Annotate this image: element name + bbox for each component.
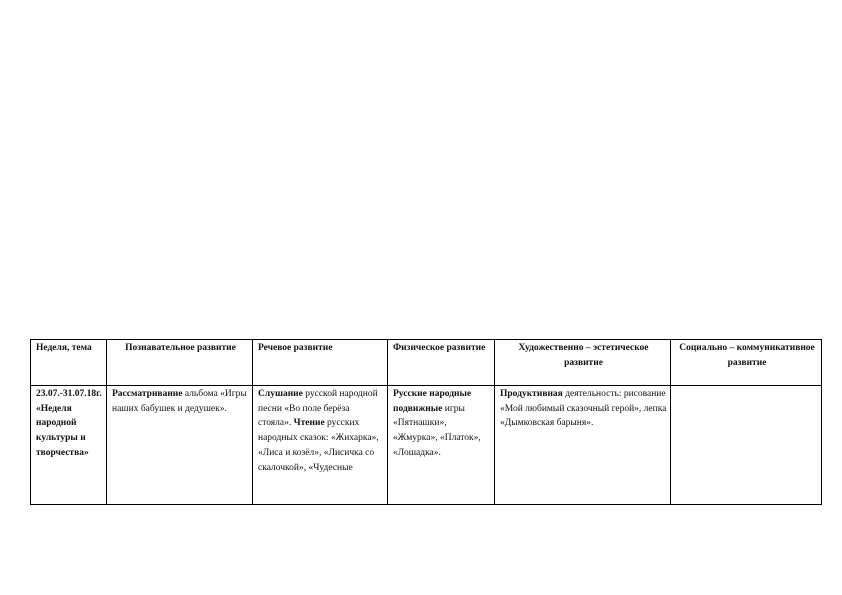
cell-week-theme [31,386,107,505]
physical-activity-text: игры «Пятнашки», «Жмурка», «Платок», «Лошадка». [393,403,481,458]
cell-cognitive [107,386,253,505]
header-week-theme: Неделя, тема [31,340,107,386]
artistic-activity-label: Продуктивная [500,389,563,399]
cell-social [671,386,822,505]
week-dates: 23.07.-31.07.18г. [36,389,102,399]
header-social: Социально – коммуникативное развитие [671,340,822,386]
header-speech: Речевое развитие [253,340,388,386]
speech-activity-label-2: Чтение [293,418,325,429]
speech-activity-text-2: русских народных сказок: «Жихарка», «Лиса и козёл», «Лисичка со скалочкой», «Чудесные [258,418,379,473]
header-physical: Физическое развитие [388,340,495,386]
header-cognitive: Познавательное развитие [107,340,253,386]
artistic-activity-text: деятельность: рисование «Мой любимый сказочный герой», лепка «Дымковская барыня». [500,389,667,429]
cell-speech [253,386,388,505]
speech-activity-text-1: русской народной песни «Во поле берёза стояла». [258,389,378,429]
table-row [31,386,822,505]
cognitive-activity-text: альбома «Игры наших бабушек и дедушек». [112,389,247,414]
cell-physical [388,386,495,505]
cognitive-activity-label: Рассматривание [112,389,183,399]
table-header-row [31,340,822,386]
speech-activity-label-1: Слушание [258,389,303,399]
header-artistic: Художественно – эстетическое развитие [495,340,671,386]
week-theme: «Неделя народной культуры и творчества» [36,403,89,458]
cell-artistic [495,386,671,505]
plan-table [30,339,822,505]
physical-activity-label: Русские народные подвижные [393,389,472,414]
